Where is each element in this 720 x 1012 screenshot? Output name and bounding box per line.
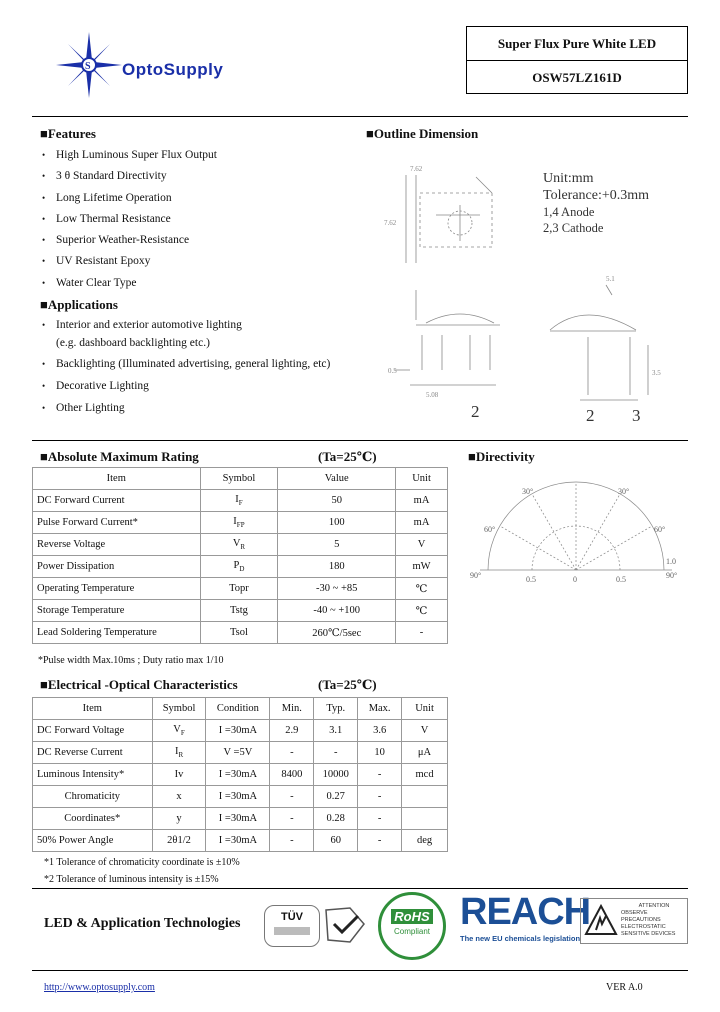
symbol-cell: y bbox=[152, 808, 206, 830]
radius-05-right: 0.5 bbox=[616, 575, 626, 584]
tuv-badge-text: TÜV bbox=[281, 911, 303, 923]
svg-text:0.5: 0.5 bbox=[388, 367, 397, 375]
unit-cell: μA bbox=[402, 742, 448, 764]
col-header-item: Item bbox=[33, 468, 201, 490]
max-cell: - bbox=[358, 830, 402, 852]
pin-label-3: 3 bbox=[632, 406, 641, 425]
svg-text:5.1: 5.1 bbox=[606, 275, 615, 283]
typ-cell: 0.28 bbox=[314, 808, 358, 830]
website-link[interactable]: http://www.optosupply.com bbox=[44, 982, 155, 993]
radius-10: 1.0 bbox=[666, 557, 676, 566]
col-header-max: Max. bbox=[358, 698, 402, 720]
value-cell: 100 bbox=[278, 512, 396, 534]
application-item: • Other Lighting bbox=[38, 397, 330, 419]
directivity-diagram bbox=[466, 470, 686, 590]
item-cell: DC Forward Current bbox=[33, 490, 201, 512]
unit-cell: mW bbox=[396, 556, 448, 578]
angle-90-left: 90° bbox=[470, 571, 482, 580]
reach-title: REACH bbox=[460, 891, 591, 933]
unit-cell: - bbox=[396, 622, 448, 644]
product-title: Super Flux Pure White LED bbox=[497, 36, 657, 51]
esd-line: ELECTROSTATIC bbox=[621, 924, 666, 930]
item-cell: Pulse Forward Current* bbox=[33, 512, 201, 534]
pin-label-2b: 2 bbox=[586, 406, 595, 425]
unit-cell: mA bbox=[396, 490, 448, 512]
table-row bbox=[33, 534, 448, 556]
table-row bbox=[33, 764, 448, 786]
company-logo bbox=[56, 36, 276, 92]
value-cell: 260℃/5sec bbox=[278, 622, 396, 644]
unit-cell: mA bbox=[396, 512, 448, 534]
pin-label-2a: 2 bbox=[471, 402, 480, 421]
angle-60-left: 60° bbox=[484, 525, 496, 534]
item-cell: Storage Temperature bbox=[33, 600, 201, 622]
item-cell: 50% Power Angle bbox=[33, 830, 153, 852]
item-cell: DC Reverse Current bbox=[33, 742, 153, 764]
unit-cell bbox=[402, 808, 448, 830]
symbol-cell: Iv bbox=[152, 764, 206, 786]
max-cell: 10 bbox=[358, 742, 402, 764]
col-header-value: Value bbox=[278, 468, 396, 490]
min-cell: 8400 bbox=[270, 764, 314, 786]
symbol-cell: $I_F$ bbox=[200, 490, 278, 512]
item-cell: DC Forward Voltage bbox=[33, 720, 153, 742]
unit-cell: mcd bbox=[402, 764, 448, 786]
title-box bbox=[466, 26, 688, 94]
typ-cell: 10000 bbox=[314, 764, 358, 786]
item-cell: Reverse Voltage bbox=[33, 534, 201, 556]
application-item: • Backlighting (Illuminated advertising, general lighting, etc) bbox=[38, 353, 330, 375]
esd-attention: ATTENTION bbox=[638, 903, 670, 909]
table-row bbox=[33, 742, 448, 764]
abs-max-title: ■Absolute Maximum Rating bbox=[40, 449, 199, 464]
min-cell: - bbox=[270, 742, 314, 764]
min-cell: - bbox=[270, 808, 314, 830]
reach-badge bbox=[460, 891, 591, 946]
application-item: • Decorative Lighting bbox=[38, 375, 330, 397]
part-number: OSW57LZ161D bbox=[467, 60, 687, 94]
angle-30-right: 30° bbox=[618, 487, 630, 496]
feature-item: • Water Clear Type bbox=[38, 273, 217, 294]
features-title: ■Features bbox=[40, 126, 96, 141]
value-cell: 50 bbox=[278, 490, 396, 512]
table-row bbox=[33, 512, 448, 534]
application-subitem: (e.g. dashboard backlighting etc.) bbox=[56, 337, 210, 349]
value-cell: 180 bbox=[278, 556, 396, 578]
value-cell: 5 bbox=[278, 534, 396, 556]
angle-60-right: 60° bbox=[654, 525, 666, 534]
typ-cell: 0.27 bbox=[314, 786, 358, 808]
item-cell: Luminous Intensity* bbox=[33, 764, 153, 786]
pin-anode-label: 1,4 Anode bbox=[543, 205, 595, 219]
feature-item: • UV Resistant Epoxy bbox=[38, 251, 217, 272]
rohs-badge bbox=[378, 892, 446, 960]
symbol-cell: $P_D$ bbox=[200, 556, 278, 578]
esd-line: SENSITIVE DEVICES bbox=[621, 931, 676, 937]
condition-cell: V =5V bbox=[206, 742, 270, 764]
table-header-row bbox=[33, 468, 448, 490]
unit-cell: V bbox=[396, 534, 448, 556]
angle-30-left: 30° bbox=[522, 487, 534, 496]
item-cell: Power Dissipation bbox=[33, 556, 201, 578]
col-header-item: Item bbox=[33, 698, 153, 720]
applications-list bbox=[38, 316, 330, 419]
symbol-cell: x bbox=[152, 786, 206, 808]
unit-cell: ℃ bbox=[396, 600, 448, 622]
svg-text:5.08: 5.08 bbox=[426, 391, 439, 399]
min-cell: - bbox=[270, 830, 314, 852]
col-header-symbol: Symbol bbox=[152, 698, 206, 720]
condition-cell: I =30mA bbox=[206, 764, 270, 786]
starburst-logo-icon bbox=[56, 32, 122, 98]
unit-cell: ℃ bbox=[396, 578, 448, 600]
table-row bbox=[33, 830, 448, 852]
tuv-badge bbox=[264, 905, 320, 947]
header-divider bbox=[32, 116, 688, 117]
applications-title: ■Applications bbox=[40, 297, 118, 312]
outline-title: ■Outline Dimension bbox=[366, 126, 479, 141]
esd-line: OBSERVE PRECAUTIONS bbox=[621, 910, 661, 923]
symbol-cell: Tstg bbox=[200, 600, 278, 622]
eo-title: ■Electrical -Optical Characteristics bbox=[40, 677, 238, 692]
angle-90-right: 90° bbox=[666, 571, 678, 580]
directivity-title: ■Directivity bbox=[468, 449, 535, 464]
unit-cell: V bbox=[402, 720, 448, 742]
abs-max-table bbox=[32, 467, 448, 644]
symbol-cell: $V_R$ bbox=[200, 534, 278, 556]
min-cell: 2.9 bbox=[270, 720, 314, 742]
col-header-unit: Unit bbox=[396, 468, 448, 490]
outline-notes bbox=[543, 170, 649, 236]
radius-0: 0 bbox=[573, 575, 577, 584]
symbol-cell: $V_F$ bbox=[152, 720, 206, 742]
table-row bbox=[33, 808, 448, 830]
section-divider bbox=[32, 440, 688, 441]
unit-cell bbox=[402, 786, 448, 808]
tuv-mark-icon bbox=[272, 923, 312, 939]
radius-05-left: 0.5 bbox=[526, 575, 536, 584]
typ-cell: 60 bbox=[314, 830, 358, 852]
svg-text:S: S bbox=[85, 61, 91, 72]
col-header-unit: Unit bbox=[402, 698, 448, 720]
symbol-cell: $I_R$ bbox=[152, 742, 206, 764]
item-cell: Operating Temperature bbox=[33, 578, 201, 600]
eo-condition: (Ta=25℃) bbox=[318, 677, 377, 692]
condition-cell: I =30mA bbox=[206, 720, 270, 742]
condition-cell: I =30mA bbox=[206, 786, 270, 808]
min-cell: - bbox=[270, 786, 314, 808]
eo-table bbox=[32, 697, 448, 852]
col-header-min: Min. bbox=[270, 698, 314, 720]
chromaticity-note: *1 Tolerance of chromaticity coordinate is ±10% bbox=[44, 857, 240, 868]
version-label: VER A.0 bbox=[606, 982, 643, 993]
col-header-symbol: Symbol bbox=[200, 468, 278, 490]
unit-label: Unit:mm bbox=[543, 171, 594, 186]
max-cell: 3.6 bbox=[358, 720, 402, 742]
reach-subtitle: The new EU chemicals legislation bbox=[460, 934, 581, 943]
table-row bbox=[33, 622, 448, 644]
footer-divider bbox=[32, 888, 688, 889]
features-list bbox=[38, 145, 217, 294]
item-cell: Chromaticity bbox=[33, 786, 153, 808]
item-cell: Lead Soldering Temperature bbox=[33, 622, 201, 644]
item-cell: Coordinates* bbox=[33, 808, 153, 830]
esd-warning-icon bbox=[584, 904, 618, 938]
condition-cell: I =30mA bbox=[206, 808, 270, 830]
col-header-typ: Typ. bbox=[314, 698, 358, 720]
footer-bottom-divider bbox=[32, 970, 688, 971]
max-cell: - bbox=[358, 764, 402, 786]
intensity-note: *2 Tolerance of luminous intensity is ±15% bbox=[44, 874, 219, 885]
table-row bbox=[33, 556, 448, 578]
rohs-text: RoHS bbox=[391, 909, 433, 924]
symbol-cell: $I_{FP}$ bbox=[200, 512, 278, 534]
table-row bbox=[33, 578, 448, 600]
value-cell: -30 ~ +85 bbox=[278, 578, 396, 600]
condition-cell: I =30mA bbox=[206, 830, 270, 852]
table-row bbox=[33, 490, 448, 512]
typ-cell: - bbox=[314, 742, 358, 764]
unit-cell: deg bbox=[402, 830, 448, 852]
table-header-row bbox=[33, 698, 448, 720]
abs-max-condition: (Ta=25℃) bbox=[318, 449, 377, 464]
value-cell: -40 ~ +100 bbox=[278, 600, 396, 622]
pulse-note: *Pulse width Max.10ms ; Duty ratio max 1/10 bbox=[38, 655, 224, 666]
tolerance-label: Tolerance:+0.3mm bbox=[543, 188, 650, 203]
application-item: • Interior and exterior automotive lighting bbox=[38, 316, 330, 334]
table-row bbox=[33, 786, 448, 808]
symbol-cell: 2θ1/2 bbox=[152, 830, 206, 852]
svg-text:7.62: 7.62 bbox=[410, 165, 423, 173]
max-cell: - bbox=[358, 808, 402, 830]
feature-item: • Long Lifetime Operation bbox=[38, 188, 217, 209]
esd-warning bbox=[580, 898, 688, 944]
svg-text:7.62: 7.62 bbox=[384, 219, 397, 227]
pin-cathode-label: 2,3 Cathode bbox=[543, 221, 604, 235]
feature-item: • 3 θ Standard Directivity bbox=[38, 166, 217, 187]
feature-item: • Low Thermal Resistance bbox=[38, 209, 217, 230]
logo-text: OptoSupply bbox=[122, 60, 224, 79]
rohs-compliant-text: Compliant bbox=[393, 927, 430, 936]
max-cell: - bbox=[358, 786, 402, 808]
table-row bbox=[33, 720, 448, 742]
footer-tagline: LED & Application Technologies bbox=[44, 916, 241, 931]
table-row bbox=[33, 600, 448, 622]
feature-item: • High Luminous Super Flux Output bbox=[38, 145, 217, 166]
quality-badge-icon bbox=[320, 904, 370, 946]
col-header-condition: Condition bbox=[206, 698, 270, 720]
symbol-cell: Tsol bbox=[200, 622, 278, 644]
symbol-cell: Topr bbox=[200, 578, 278, 600]
typ-cell: 3.1 bbox=[314, 720, 358, 742]
svg-text:3.5: 3.5 bbox=[652, 369, 661, 377]
feature-item: • Superior Weather-Resistance bbox=[38, 230, 217, 251]
